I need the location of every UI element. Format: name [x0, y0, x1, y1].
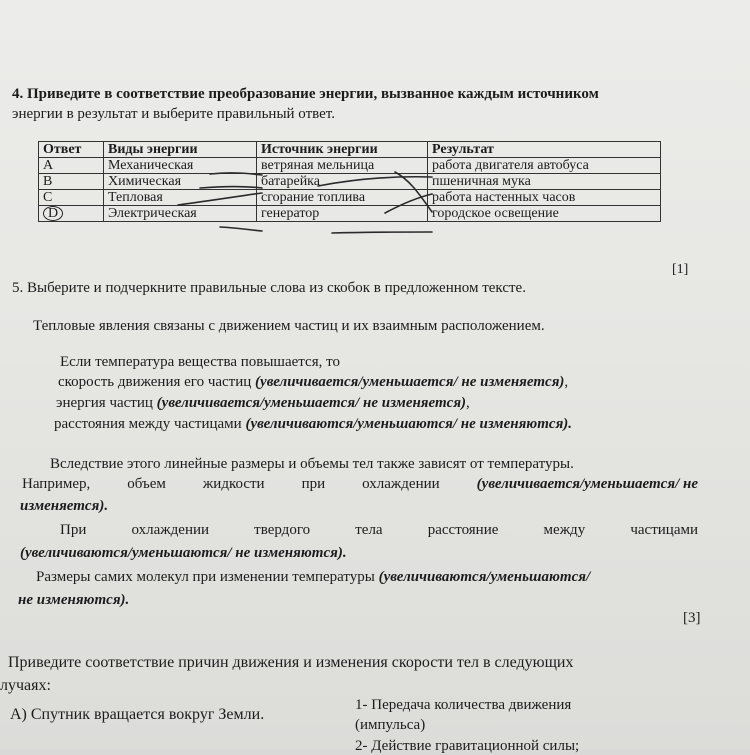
word: Например,: [22, 476, 91, 492]
p2-line2-row: [22, 476, 698, 493]
table-row: [39, 174, 661, 190]
p4-line2: не изменяются).: [18, 592, 130, 608]
p4-text: Размеры самих молекул при изменении температуры: [36, 569, 379, 585]
word: тела: [355, 522, 383, 538]
word: объем: [127, 476, 166, 492]
p1-line4-text: расстояния между частицами: [54, 416, 246, 432]
energy-type-cell: Электрическая: [104, 206, 257, 222]
task5-title: [12, 280, 526, 297]
p3-line1-row: [60, 522, 698, 539]
energy-source-cell: ветряная мельница: [257, 158, 428, 174]
task6-option1-line1: 1- Передача количества движения: [355, 697, 572, 713]
task4-title-line1: 4. Приведите в соответствие преобразование энергии, вызванное каждым источником: [12, 86, 599, 102]
table-row: [39, 190, 661, 206]
energy-source-cell: сгорание топлива: [257, 190, 428, 206]
p1-line3-end: ,: [466, 395, 470, 411]
p3-line2: (увеличиваются/уменьшаются/ не изменяются).: [20, 545, 347, 561]
p2-line3: изменяется).: [20, 498, 109, 514]
result-cell: работа настенных часов: [428, 190, 661, 206]
word: охлаждении: [131, 522, 210, 538]
circled-answer: D: [43, 206, 63, 221]
word: твердого: [254, 522, 311, 538]
answer-cell: B: [39, 174, 104, 190]
choice-volume: (увеличивается/уменьшается/ не: [476, 476, 698, 492]
energy-matching-table: [38, 141, 661, 222]
task6-option2-partial: 2- Действие гравитационной силы;: [355, 738, 580, 754]
task4-title-line2: энергии в результат и выберите правильный ответ.: [12, 106, 335, 122]
energy-type-cell: Тепловая: [104, 190, 257, 206]
table-row: [39, 158, 661, 174]
word: При: [60, 522, 87, 538]
p1-line3-text: энергия частиц: [56, 395, 157, 411]
task5-score: [3]: [683, 610, 701, 626]
p1-line2: [58, 374, 568, 391]
p1-line4: [54, 416, 572, 433]
p4-line1: [36, 569, 590, 586]
result-cell: пшеничная мука: [428, 174, 661, 190]
word: между: [543, 522, 586, 538]
p1-line3: [56, 395, 470, 412]
p2-line2: [22, 476, 698, 493]
result-cell: работа двигателя автобуса: [428, 158, 661, 174]
word: расстояние: [427, 522, 499, 538]
link-line: [332, 232, 432, 233]
result-cell: городское освещение: [428, 206, 661, 222]
energy-source-cell: батарейка: [257, 174, 428, 190]
task6-line2: лучаях:: [0, 677, 51, 694]
task5-intro: Тепловые явления связаны с движением частиц и их взаимным расположением.: [33, 318, 545, 334]
energy-type-cell: Химическая: [104, 174, 257, 190]
header-result: Результат: [428, 142, 661, 158]
p1-line2-text: скорость движения его частиц: [58, 374, 256, 390]
header-energy-type: Виды энергии: [104, 142, 257, 158]
energy-type-cell: Механическая: [104, 158, 257, 174]
table-row: [39, 206, 661, 222]
p1-line1: Если температура вещества повышается, то: [60, 354, 340, 370]
header-energy-source: Источник энергии: [257, 142, 428, 158]
answer-cell-circled: [39, 206, 104, 222]
word: охлаждении: [362, 476, 440, 492]
p1-line2-end: ,: [564, 374, 569, 390]
word: при: [301, 476, 326, 492]
task5-title-text: 5. Выберите и подчеркните правильные слова из скобок в предложенном тексте.: [12, 280, 526, 296]
choice-molecule-size: (увеличиваются/уменьшаются/: [378, 569, 591, 585]
choice-energy: (увеличивается/уменьшается/ не изменяется): [156, 395, 467, 411]
choice-distance: (увеличиваются/уменьшаются/ не изменяются).: [245, 416, 573, 432]
answer-cell: C: [39, 190, 104, 206]
energy-source-cell: генератор: [257, 206, 428, 222]
task4-score: [1]: [672, 262, 689, 277]
answer-cell: A: [39, 158, 104, 174]
task6-line1: Приведите соответствие причин движения и изменения скорости тел в следующих: [8, 654, 574, 671]
choice-speed: (увеличивается/уменьшается/ не изменяется): [255, 374, 565, 390]
link-line: [220, 227, 262, 231]
word: частицами: [630, 522, 698, 538]
word: жидкости: [202, 476, 265, 492]
table-header-row: [39, 142, 661, 158]
header-answer: Ответ: [39, 142, 104, 158]
task6-item-a: А) Спутник вращается вокруг Земли.: [10, 706, 265, 723]
task6-option1-line2: (импульса): [355, 717, 426, 733]
p3-line1: [60, 522, 698, 539]
p2-line1: Вследствие этого линейные размеры и объемы тел также зависят от температуры.: [50, 456, 574, 472]
